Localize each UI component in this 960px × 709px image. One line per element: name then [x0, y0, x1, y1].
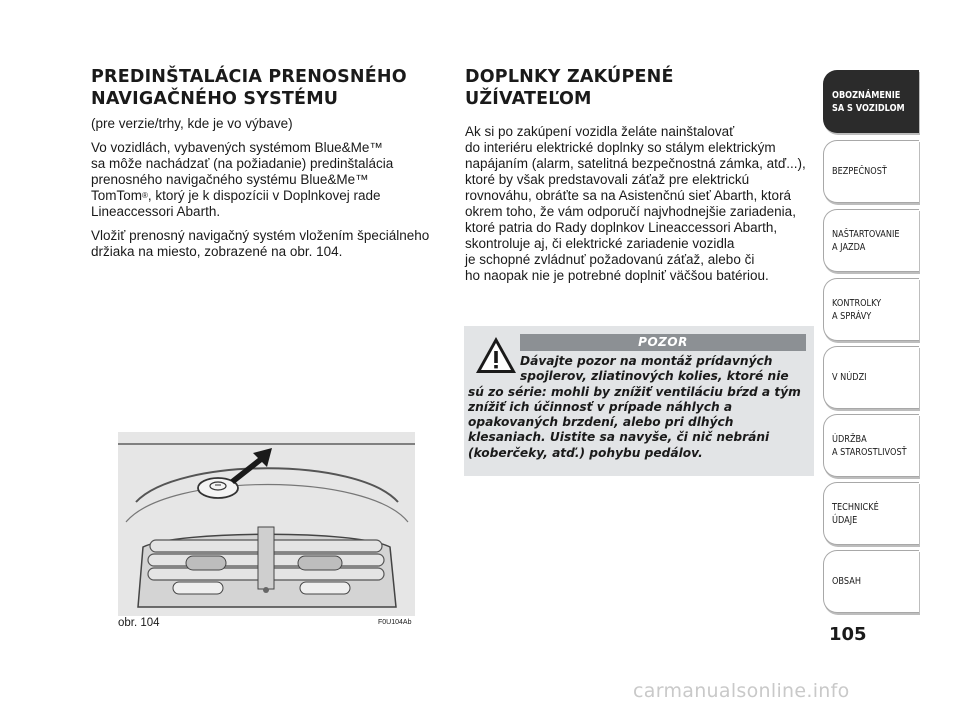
tab-label: OBSAH [832, 576, 861, 587]
tab-label: NAŠTARTOVANIE A JAZDA [832, 228, 900, 253]
figure-code: F0U104Ab [378, 619, 412, 626]
tab-oboznamenie[interactable] [823, 70, 919, 133]
paragraph-accessories: Ak si po zakúpení vozidla želáte nainštalovať do interiéru elektrické doplnky so stálym elektrickým napájaním (alarm, satelitná bezpečnostná zámka, atď...), ktoré by však predstavovali záťaž pre elektrickú rovnováhu, obráťte sa na Asistenčnú sieť Abarth, ktorá okrem toho, že vám odporučí najvhodnejšie zariadenia, ktoré patria do Rady doplnkov Lineaccessori Abarth, skontroluje aj, či elektrické zariadenie vozidla je schopné zvládnuť požadovanú záťaž, alebo či ho naopak nie je potrebné doplniť väčšou batériou. [465, 124, 806, 283]
watermark: carmanualsonline.info [633, 680, 850, 702]
tab-label: BEZPEČNOSŤ [832, 166, 887, 177]
tab-label: ÚDRŽBA A STAROSTLIVOSŤ [832, 433, 907, 458]
warning-body: sú zo série: mohli by znížiť ventiláciu bŕzd a tým znížiť ich účinnosť v prípade náhlych a opakovaných brzdení, alebo pri dlhých klesaniach. Uistite sa navyše, či nič nebráni (koberčeky, atď.) pohybu pedálov. [468, 384, 801, 460]
warning-line-1: Dávajte pozor na montáž prídavných [520, 354, 773, 368]
tab-label: V NÚDZI [832, 372, 867, 383]
tab-kontrolky[interactable] [823, 278, 919, 341]
paragraph-text: Vo vozidlách, vybavených systémom Blue&Me™ sa môže nachádzať (na požiadanie) predinštalácia prenosného navigačného systému Blue&Me™ [91, 140, 394, 187]
warning-text [468, 354, 808, 461]
paragraph-text-tail: , ktorý je k dispozícii v Doplnkovej rade Lineaccessori Abarth. [91, 188, 381, 219]
registered-mark: ® [142, 191, 148, 200]
section-heading-navigation: PREDINŠTALÁCIA PRENOSNÉHO NAVIGAČNÉHO SYSTÉMU [91, 67, 407, 109]
tab-udrzba[interactable] [823, 414, 919, 477]
figure-dashboard-vent [118, 432, 415, 616]
warning-box [464, 326, 814, 476]
section-subtitle: (pre verzie/trhy, kde je vo výbave) [91, 116, 293, 131]
tab-v-nudzi[interactable] [823, 346, 919, 409]
left-column [91, 66, 451, 260]
tab-obsah[interactable] [823, 550, 919, 613]
tab-label: OBOZNÁMENIE SA S VOZIDLOM [832, 89, 905, 114]
page-number: 105 [829, 624, 867, 645]
tab-label: KONTROLKY A SPRÁVY [832, 297, 882, 322]
warning-header: POZOR [520, 334, 806, 351]
warning-line-2: spojlerov, zliatinových kolies, ktoré nie [520, 369, 789, 384]
tab-technicke-udaje[interactable] [823, 482, 919, 545]
paragraph-navigation-install: Vložiť prenosný navigačný systém vložením špeciálneho držiaka na miesto, zobrazené na obr. 104. [91, 228, 430, 259]
figure-label: obr. 104 [118, 617, 160, 629]
tomtom-text: TomTom [91, 188, 143, 203]
tab-label: TECHNICKÉ ÚDAJE [832, 501, 879, 526]
tab-bezpecnost[interactable] [823, 140, 919, 203]
section-heading-accessories: DOPLNKY ZAKÚPENÉ UŽÍVATEĽOM [465, 67, 674, 109]
right-column [465, 66, 815, 284]
tab-nastartovanie[interactable] [823, 209, 919, 272]
paragraph-navigation-intro [91, 140, 451, 220]
